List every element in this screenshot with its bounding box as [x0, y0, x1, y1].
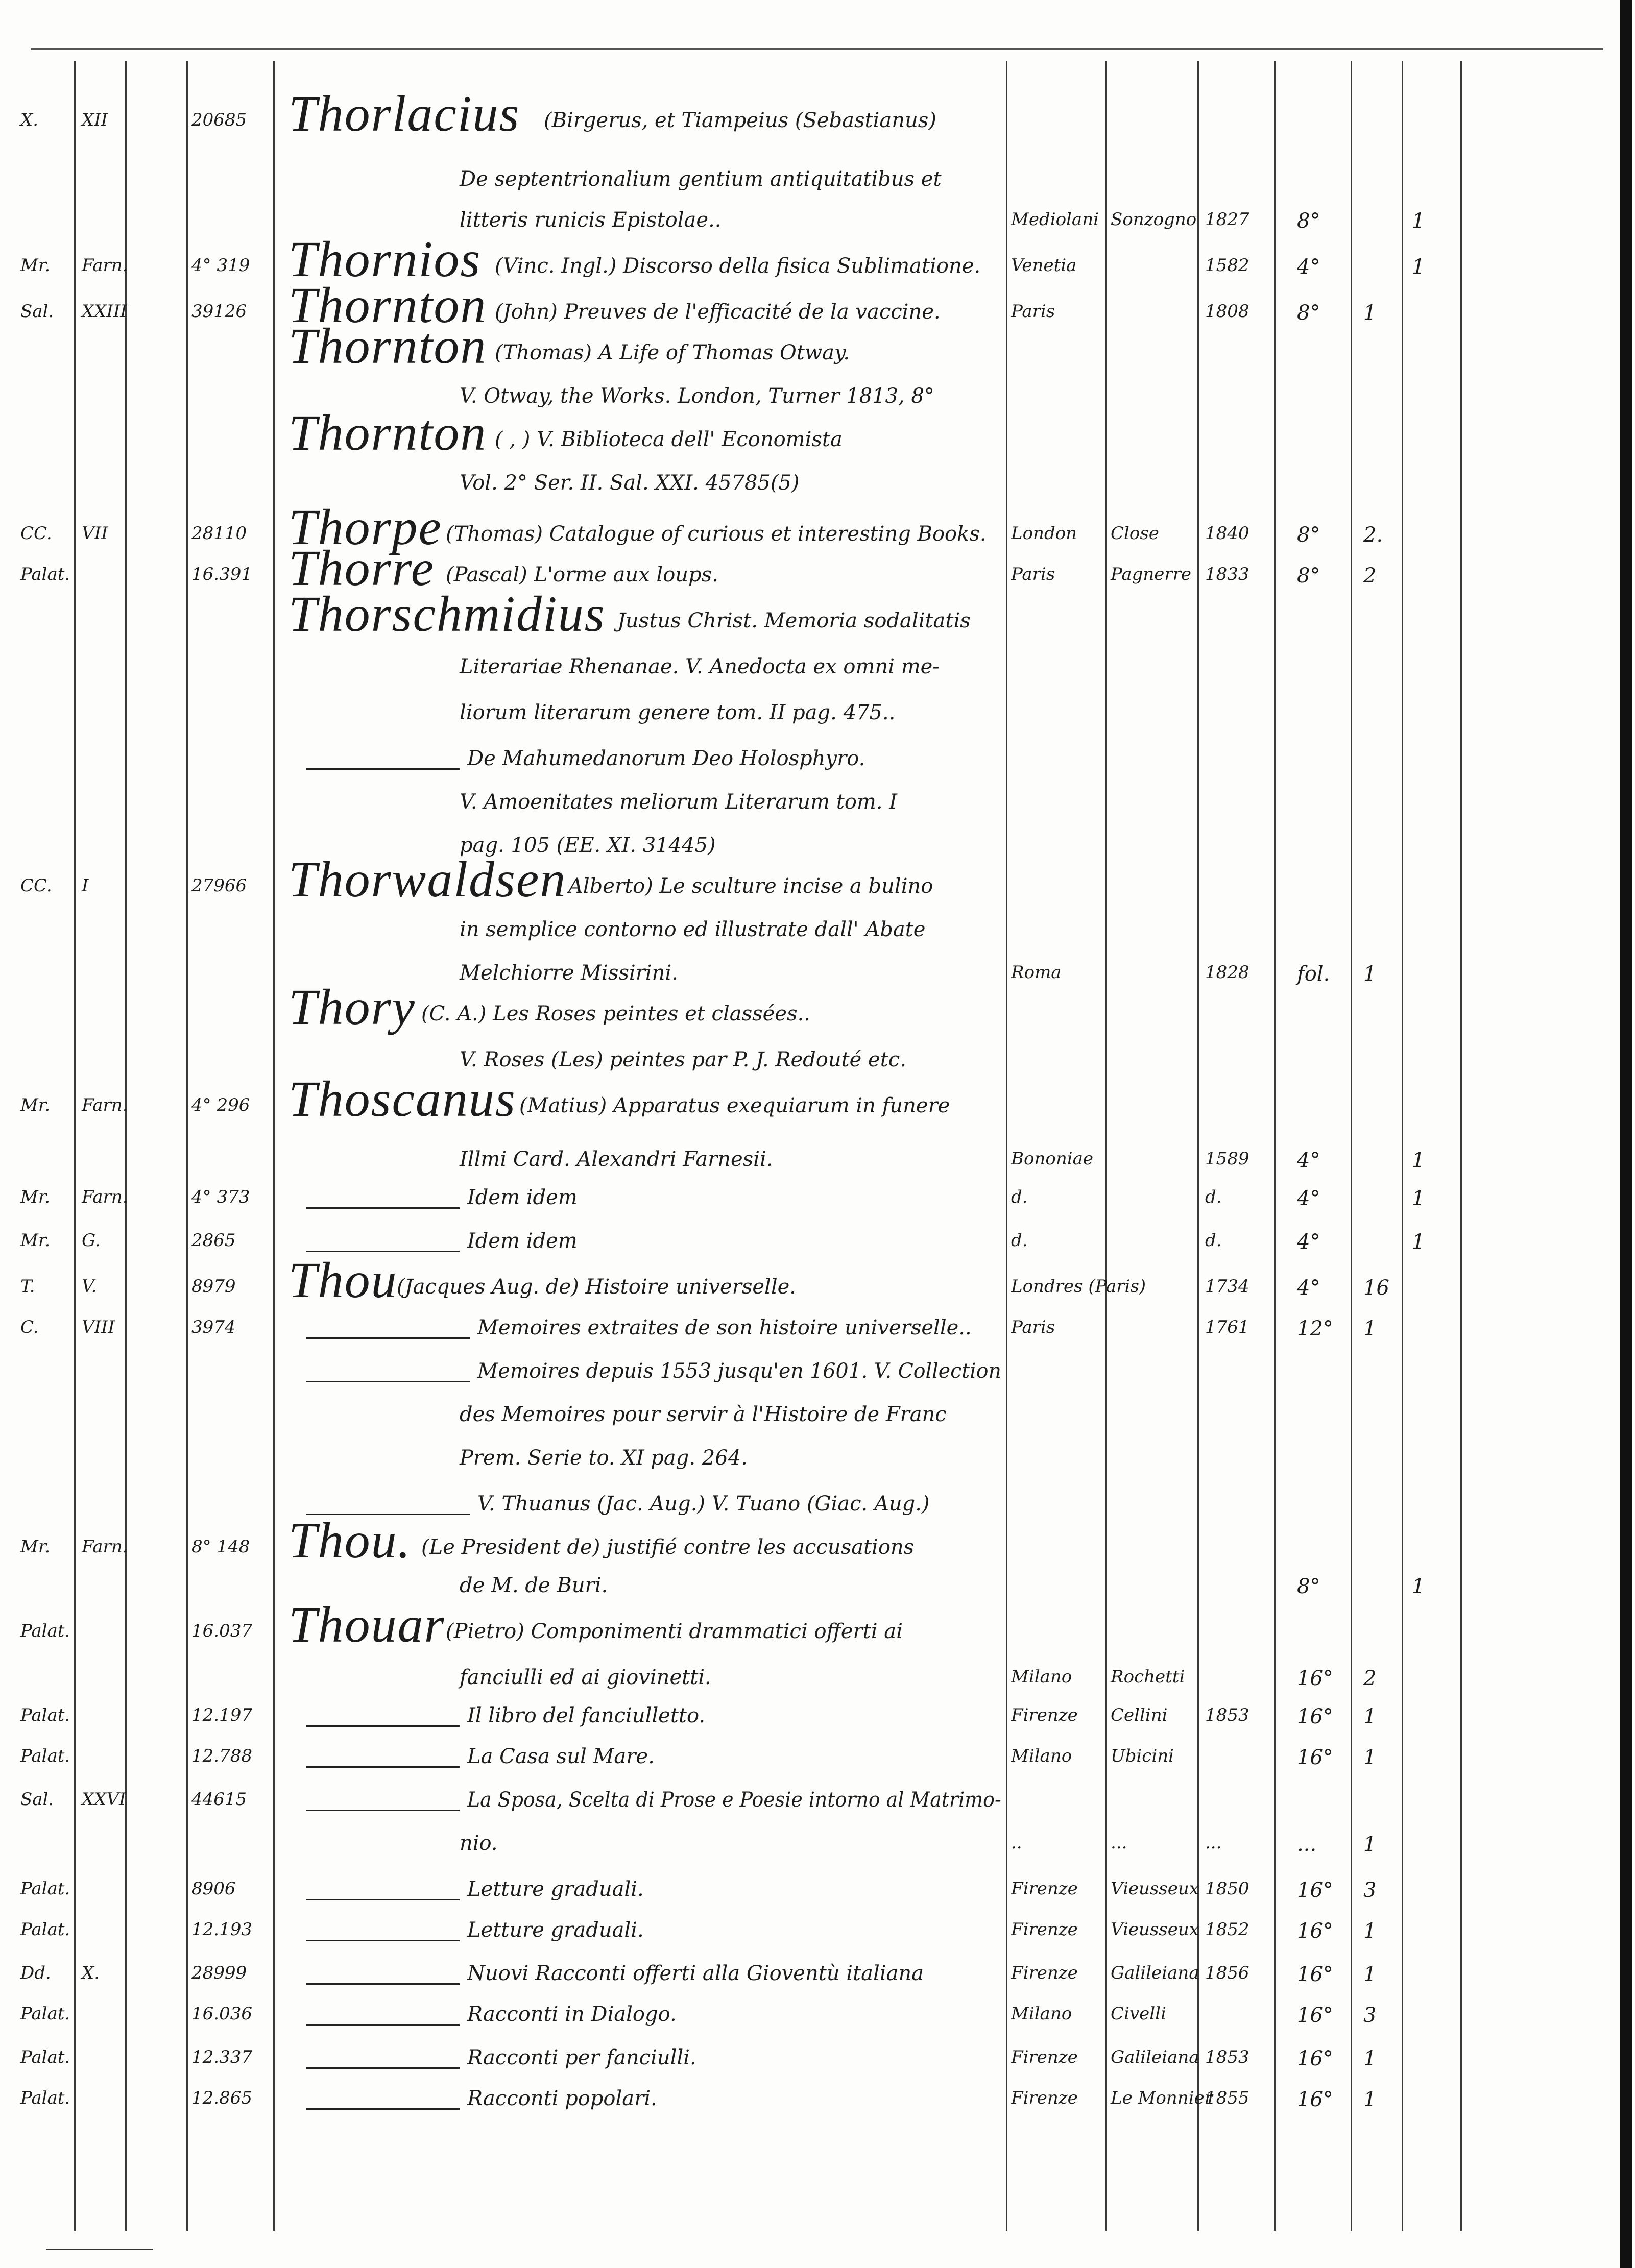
entry-text: Illmi Card. Alexandri Farnesii.: [460, 1148, 773, 1171]
ledger-row: [0, 1909, 1614, 1955]
cell-publisher: Ubicini: [1111, 1746, 1174, 1766]
ledger-row: [0, 1993, 1614, 2039]
entry-text: Alberto) Le sculture incise a bulino: [568, 874, 933, 898]
cell-shelf: Mr.: [20, 255, 51, 276]
ditto-rule: [306, 1725, 460, 1727]
cell-num: 39126: [191, 301, 247, 322]
cell-copies: 2: [1363, 564, 1377, 588]
cell-year: ...: [1205, 1833, 1222, 1853]
ledger-row: [0, 158, 1614, 204]
cell-copies: 1: [1363, 1963, 1377, 1986]
cell-vols: 1: [1412, 1230, 1425, 1254]
ledger-row: [0, 1736, 1614, 1782]
cell-year: 1828: [1205, 962, 1249, 983]
ditto-rule: [306, 1207, 460, 1209]
entry-text: (C. A.) Les Roses peintes et classées..: [421, 1002, 810, 1026]
entry-text: (Thomas) A Life of Thomas Otway.: [495, 341, 850, 364]
cell-sec: V.: [82, 1276, 97, 1297]
cell-format: 8°: [1297, 209, 1320, 233]
ledger-row: [0, 230, 1614, 287]
entry-heading: Thoscanus: [288, 1070, 516, 1127]
ledger-row: [0, 276, 1614, 333]
cell-format: 16°: [1297, 2088, 1333, 2111]
cell-place: Firenze: [1011, 2047, 1078, 2067]
cell-place: Bononiae: [1011, 1149, 1093, 1169]
cell-sec: Farn.: [82, 1187, 128, 1207]
cell-place: Firenze: [1011, 1919, 1078, 1940]
entry-text: La Casa sul Mare.: [467, 1745, 655, 1768]
entry-text: Il libro del fanciulletto.: [467, 1704, 706, 1727]
cell-num: 16.391: [191, 564, 252, 584]
entry-text: V. Otway, the Works. London, Turner 1813, 8°: [460, 384, 934, 408]
cell-place: Paris: [1011, 564, 1055, 584]
cell-shelf: Palat.: [20, 1705, 70, 1725]
cell-place: ..: [1011, 1833, 1022, 1853]
cell-publisher: Vieusseux: [1111, 1879, 1199, 1899]
scan-edge: [1620, 0, 1632, 2268]
entry-text: De septentrionalium gentium antiquitatibus et: [460, 167, 942, 191]
ledger-row: [0, 1394, 1614, 1440]
cell-copies: 1: [1363, 2047, 1377, 2070]
top-rule: [31, 48, 1603, 50]
entry-text: (Matius) Apparatus exequiarum in funere: [519, 1094, 950, 1117]
cell-year: 1827: [1205, 209, 1249, 230]
cell-place: Milano: [1011, 1746, 1072, 1766]
entry-heading: Thornton: [288, 277, 487, 333]
cell-publisher: Rochetti: [1111, 1667, 1185, 1687]
entry-text: de M. de Buri.: [460, 1574, 608, 1597]
entry-heading: Thornton: [288, 318, 487, 374]
cell-publisher: Vieusseux: [1111, 1919, 1199, 1940]
cell-num: 12.788: [191, 1746, 252, 1766]
cell-shelf: Palat.: [20, 1746, 70, 1766]
cell-format: 12°: [1297, 1317, 1333, 1340]
ledger-row: [0, 1822, 1614, 1868]
entry-text: Nuovi Racconti offerti alla Gioventù italiana: [467, 1962, 924, 1985]
entry-text: (Le President de) justifié contre les accusations: [421, 1535, 915, 1559]
cell-place: Firenze: [1011, 1963, 1078, 1983]
cell-format: 4°: [1297, 1187, 1320, 1210]
cell-shelf: Palat.: [20, 2047, 70, 2067]
cell-format: 4°: [1297, 1276, 1320, 1300]
entry-heading: Thouar: [288, 1596, 445, 1653]
ledger-row: [0, 2037, 1614, 2083]
cell-copies: 3: [1363, 1879, 1377, 1902]
ledger-row: [0, 1953, 1614, 1998]
ditto-rule: [306, 1381, 470, 1382]
cell-format: 16°: [1297, 1746, 1333, 1769]
cell-year: d.: [1205, 1187, 1222, 1207]
cell-place: Paris: [1011, 1317, 1055, 1337]
cell-place: Roma: [1011, 962, 1062, 983]
cell-place: Milano: [1011, 1667, 1072, 1687]
cell-num: 3974: [191, 1317, 236, 1337]
cell-sec: Farn.: [82, 1095, 128, 1115]
cell-publisher: Civelli: [1111, 2004, 1166, 2024]
cell-copies: 1: [1363, 1833, 1377, 1856]
cell-year: 1852: [1205, 1919, 1249, 1940]
ditto-rule: [306, 768, 460, 770]
entry-text: (Vinc. Ingl.) Discorso della fisica Sublimatione.: [495, 254, 981, 278]
cell-num: 28110: [191, 523, 247, 544]
entry-heading: Thornton: [288, 404, 487, 461]
cell-shelf: T.: [20, 1276, 35, 1297]
ledger-row: [0, 978, 1614, 1035]
entry-text: Melchiorre Missirini.: [460, 961, 678, 985]
cell-sec: I: [82, 875, 89, 896]
ledger-row: [0, 2078, 1614, 2124]
cell-num: 4° 373: [191, 1187, 250, 1207]
cell-format: ...: [1297, 1833, 1317, 1856]
cell-num: 12.337: [191, 2047, 252, 2067]
cell-num: 16.037: [191, 1621, 252, 1641]
entry-text: (Thomas) Catalogue of curious et interesting Books.: [446, 522, 987, 546]
cell-place: Londres (Paris): [1011, 1276, 1146, 1297]
cell-copies: 2: [1363, 1667, 1377, 1690]
cell-year: 1589: [1205, 1149, 1249, 1169]
cell-copies: 1: [1363, 2088, 1377, 2111]
cell-sec: Farn.: [82, 255, 128, 276]
cell-place: Mediolani: [1011, 209, 1099, 230]
cell-shelf: CC.: [20, 523, 52, 544]
cell-publisher: Galileiana: [1111, 1963, 1199, 1983]
entry-text: (Pascal) L'orme aux loups.: [446, 563, 718, 587]
ledger-row: [0, 1069, 1614, 1127]
cell-place: London: [1011, 523, 1077, 544]
entry-text: V. Amoenitates meliorum Literarum tom. I: [460, 790, 898, 814]
cell-copies: 1: [1363, 1317, 1377, 1340]
ditto-rule: [306, 2024, 460, 2026]
cell-year: 1734: [1205, 1276, 1249, 1297]
ledger-row: [0, 584, 1614, 642]
ledger-row: [0, 1779, 1614, 1825]
cell-num: 27966: [191, 875, 247, 896]
cell-place: Venetia: [1011, 255, 1077, 276]
entry-text: Idem idem: [467, 1229, 578, 1253]
cell-format: fol.: [1297, 962, 1330, 986]
cell-place: d.: [1011, 1187, 1028, 1207]
entry-heading: Thorpe: [288, 499, 442, 555]
cell-publisher: Cellini: [1111, 1705, 1168, 1725]
cell-num: 4° 319: [191, 255, 250, 276]
ledger-row: [0, 498, 1614, 555]
ditto-rule: [306, 1810, 460, 1811]
cell-publisher: Le Monnier: [1111, 2088, 1213, 2108]
ditto-rule: [306, 2067, 460, 2069]
entry-text: Memoires extraites de son histoire universelle..: [477, 1316, 972, 1339]
cell-format: 16°: [1297, 1879, 1333, 1902]
cell-format: 4°: [1297, 1149, 1320, 1172]
entry-text: Vol. 2° Ser. II. Sal. XXI. 45785(5): [460, 471, 800, 495]
cell-num: 2865: [191, 1230, 236, 1251]
cell-copies: 16: [1363, 1276, 1389, 1300]
entry-text: ( , ) V. Biblioteca dell' Economista: [495, 428, 843, 451]
cell-year: 1582: [1205, 255, 1249, 276]
ledger-row: [0, 850, 1614, 908]
entry-text: Memoires depuis 1553 jusqu'en 1601. V. Collection: [477, 1359, 1001, 1383]
ledger-row: [0, 738, 1614, 784]
entry-text: in semplice contorno ed illustrate dall' Abate: [460, 918, 926, 941]
cell-year: 1856: [1205, 1963, 1249, 1983]
cell-vols: 1: [1412, 255, 1425, 279]
cell-num: 44615: [191, 1789, 247, 1810]
cell-copies: 2.: [1363, 523, 1383, 547]
entry-text: (John) Preuves de l'efficacité de la vaccine.: [495, 300, 941, 324]
cell-publisher: Close: [1111, 523, 1159, 544]
cell-place: Milano: [1011, 2004, 1072, 2024]
cell-format: 4°: [1297, 255, 1320, 279]
cell-publisher: Galileiana: [1111, 2047, 1199, 2067]
entry-text: Racconti per fanciulli.: [467, 2046, 696, 2069]
entry-text: fanciulli ed ai giovinetti.: [460, 1666, 711, 1689]
entry-text: Letture graduali.: [467, 1918, 644, 1942]
cell-shelf: Sal.: [20, 301, 54, 322]
cell-year: 1853: [1205, 2047, 1249, 2067]
cell-place: Firenze: [1011, 1705, 1078, 1725]
entry-text: Letture graduali.: [467, 1877, 644, 1901]
cell-num: 12.865: [191, 2088, 252, 2108]
entry-text: Racconti popolari.: [467, 2087, 657, 2110]
cell-publisher: Pagnerre: [1111, 564, 1192, 584]
entry-text: Racconti in Dialogo.: [467, 2003, 677, 2026]
cell-num: 4° 296: [191, 1095, 250, 1115]
cell-sec: X.: [82, 1963, 100, 1983]
ledger-row: [0, 1437, 1614, 1483]
cell-sec: VII: [82, 523, 108, 544]
entry-text: Literariae Rhenanae. V. Anedocta ex omni me-: [460, 655, 940, 678]
ledger-row: [0, 1511, 1614, 1569]
cell-shelf: Mr.: [20, 1187, 51, 1207]
cell-num: 8979: [191, 1276, 236, 1297]
cell-shelf: Palat.: [20, 1621, 70, 1641]
cell-year: 1808: [1205, 301, 1249, 322]
cell-format: 4°: [1297, 1230, 1320, 1254]
entry-text: V. Thuanus (Jac. Aug.) V. Tuano (Giac. Aug.): [477, 1492, 930, 1516]
ledger-row: [0, 403, 1614, 461]
cell-sec: Farn.: [82, 1537, 128, 1557]
cell-shelf: Dd.: [20, 1963, 51, 1983]
cell-format: 16°: [1297, 1919, 1333, 1943]
ledger-row: [0, 909, 1614, 955]
entry-text: V. Roses (Les) peintes par P. J. Redouté etc.: [460, 1048, 906, 1071]
cell-format: 16°: [1297, 1667, 1333, 1690]
entry-text: (Jacques Aug. de) Histoire universelle.: [397, 1275, 796, 1299]
cell-sec: VIII: [82, 1317, 115, 1337]
ditto-rule: [306, 1766, 460, 1768]
ledger-row: [0, 1177, 1614, 1223]
cell-format: 16°: [1297, 1963, 1333, 1986]
entry-heading: Thou.: [288, 1512, 412, 1569]
cell-format: 16°: [1297, 2004, 1333, 2027]
entry-text: La Sposa, Scelta di Prose e Poesie intorno al Matrimo-: [467, 1788, 1001, 1812]
cell-shelf: Mr.: [20, 1095, 51, 1115]
cell-shelf: Mr.: [20, 1537, 51, 1557]
cell-num: 12.193: [191, 1919, 252, 1940]
ledger-row: [0, 1695, 1614, 1741]
entry-heading: Thornios: [288, 231, 482, 287]
ledger-row: [0, 1307, 1614, 1353]
entry-text: Idem idem: [467, 1186, 578, 1209]
cell-sec: XII: [82, 110, 108, 130]
cell-copies: 1: [1363, 1919, 1377, 1943]
entry-text: Prem. Serie to. XI pag. 264.: [460, 1446, 748, 1470]
cell-place: Firenze: [1011, 2088, 1078, 2108]
ditto-rule: [306, 1337, 470, 1339]
cell-vols: 1: [1412, 1149, 1425, 1172]
cell-year: 1833: [1205, 564, 1249, 584]
cell-num: 20685: [191, 110, 247, 130]
entry-text: (Birgerus, et Tiampeius (Sebastianus): [544, 109, 936, 132]
cell-year: 1850: [1205, 1879, 1249, 1899]
cell-year: 1853: [1205, 1705, 1249, 1725]
bottom-mark: [46, 2249, 153, 2250]
cell-vols: 1: [1412, 209, 1425, 233]
ditto-rule: [306, 1899, 460, 1900]
cell-num: 28999: [191, 1963, 247, 1983]
ledger-row: [0, 539, 1614, 596]
ledger-row: [0, 1595, 1614, 1653]
cell-year: 1761: [1205, 1317, 1249, 1337]
entry-text: pag. 105 (EE. XI. 31445): [460, 834, 716, 857]
entry-heading: Thou: [288, 1252, 398, 1308]
cell-shelf: Palat.: [20, 564, 70, 584]
entry-text: nio.: [460, 1832, 498, 1855]
cell-copies: 1: [1363, 301, 1377, 325]
cell-shelf: Sal.: [20, 1789, 54, 1810]
cell-shelf: Mr.: [20, 1230, 51, 1251]
cell-copies: 3: [1363, 2004, 1377, 2027]
entry-heading: Thory: [288, 979, 416, 1035]
cell-format: 8°: [1297, 523, 1320, 547]
ledger-row: [0, 1350, 1614, 1396]
entry-heading: Thorlacius: [288, 85, 520, 142]
cell-vols: 1: [1412, 1187, 1425, 1210]
entry-text: Justus Christ. Memoria sodalitatis: [617, 609, 971, 632]
cell-sec: XXVI: [82, 1789, 126, 1810]
cell-format: 16°: [1297, 1705, 1333, 1728]
entry-text: (Pietro) Componimenti drammatici offerti ai: [446, 1620, 903, 1643]
cell-year: 1840: [1205, 523, 1249, 544]
cell-shelf: C.: [20, 1317, 39, 1337]
entry-heading: Thorschmidius: [288, 586, 606, 642]
cell-format: 16°: [1297, 2047, 1333, 2070]
cell-format: 8°: [1297, 564, 1320, 588]
cell-year: d.: [1205, 1230, 1222, 1251]
ledger-row: [0, 84, 1614, 142]
ledger-row: [0, 646, 1614, 692]
entry-text: liorum literarum genere tom. II pag. 475..: [460, 701, 896, 724]
ditto-rule: [306, 1983, 460, 1985]
cell-vols: 1: [1412, 1575, 1425, 1598]
cell-num: 8° 148: [191, 1537, 250, 1557]
cell-sec: G.: [82, 1230, 101, 1251]
cell-year: 1855: [1205, 2088, 1249, 2108]
cell-copies: 1: [1363, 962, 1377, 986]
cell-shelf: CC.: [20, 875, 52, 896]
entry-text: litteris runicis Epistolae..: [460, 208, 722, 232]
ditto-rule: [306, 1940, 460, 1941]
entry-heading: Thorre: [288, 540, 435, 596]
cell-shelf: Palat.: [20, 1919, 70, 1940]
entry-heading: Thorwaldsen: [288, 851, 567, 908]
cell-shelf: Palat.: [20, 2088, 70, 2108]
ledger-row: [0, 1251, 1614, 1308]
ledger-row: [0, 1868, 1614, 1914]
cell-publisher: ...: [1111, 1833, 1127, 1853]
cell-copies: 1: [1363, 1705, 1377, 1728]
cell-place: Paris: [1011, 301, 1055, 322]
cell-place: d.: [1011, 1230, 1028, 1251]
cell-shelf: Palat.: [20, 2004, 70, 2024]
cell-num: 8906: [191, 1879, 236, 1899]
ledger-row: [0, 781, 1614, 827]
cell-shelf: Palat.: [20, 1879, 70, 1899]
entry-text: des Memoires pour servir à l'Histoire de Franc: [460, 1403, 947, 1426]
cell-shelf: X.: [20, 110, 39, 130]
cell-copies: 1: [1363, 1746, 1377, 1769]
ledger-row: [0, 692, 1614, 738]
cell-publisher: Sonzogno: [1111, 209, 1197, 230]
ditto-rule: [306, 2108, 460, 2110]
cell-format: 8°: [1297, 1575, 1320, 1598]
entry-text: De Mahumedanorum Deo Holosphyro.: [467, 747, 865, 770]
cell-num: 16.036: [191, 2004, 252, 2024]
cell-num: 12.197: [191, 1705, 252, 1725]
cell-place: Firenze: [1011, 1879, 1078, 1899]
ledger-row: [0, 316, 1614, 374]
cell-sec: XXIII: [82, 301, 127, 322]
cell-format: 8°: [1297, 301, 1320, 325]
